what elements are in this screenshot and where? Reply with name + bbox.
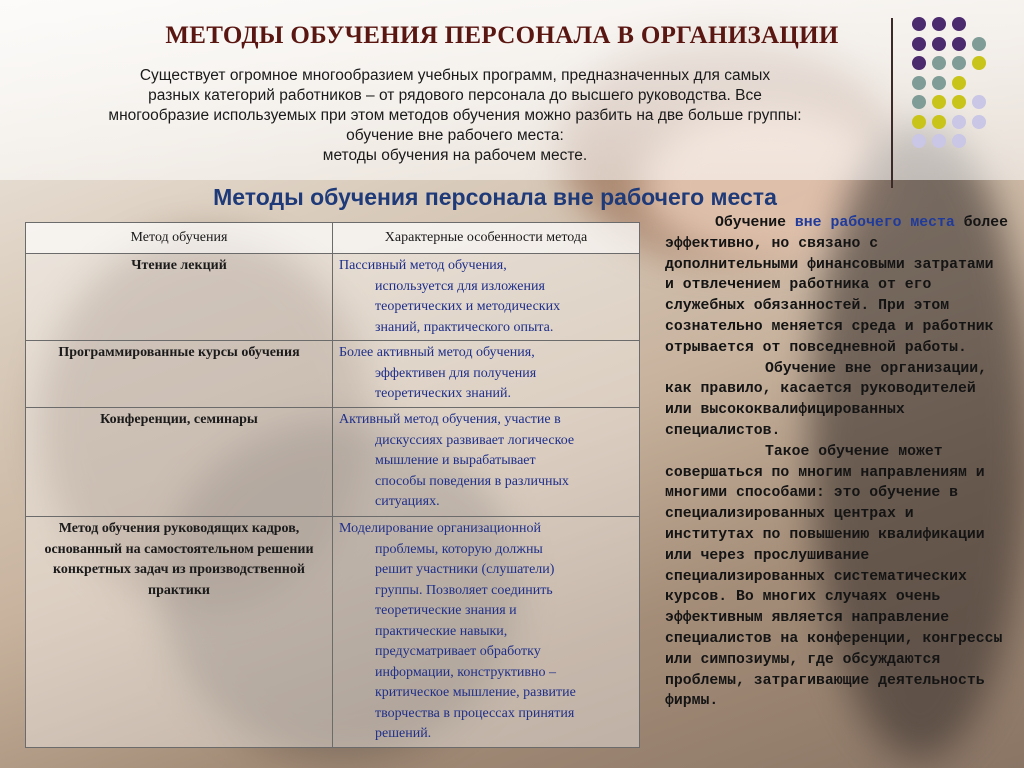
table-row	[26, 341, 640, 408]
features-line: практические навыки,	[375, 623, 508, 639]
side-paragraph	[665, 213, 1010, 359]
features-line: решений.	[375, 726, 432, 741]
features-line: теоретических и методических	[375, 299, 561, 314]
side-text: Такое обучение может совершаться по многим направлениям и многими способами: это обучение в специализированных центрах и институтах по повышению квалификации или через прослушивание специализированных систематических курсов. Во многих случаях очень эффективным является направление специалистов на конференции, конгрессы или симпозиумы, где обсуждаются проблемы, затрагивающие деятельность фирмы.	[665, 443, 1003, 710]
table-row	[26, 254, 640, 341]
features-line: решит участники (слушатели)	[375, 562, 555, 577]
decorative-dot	[952, 115, 966, 129]
features-cell	[333, 517, 640, 748]
features-line: теоретических знаний.	[375, 386, 511, 401]
method-cell: Программированные курсы обучения	[26, 341, 333, 408]
features-line: Активный метод обучения, участие в	[339, 412, 561, 427]
features-line: мышление и вырабатывает	[375, 453, 536, 468]
features-line: Моделирование организационной	[339, 521, 541, 536]
intro-line: Существует огромное многообразием учебных программ, предназначенных для самых	[139, 67, 771, 84]
decorative-dot	[912, 95, 926, 109]
features-line: эффективен для получения	[375, 365, 537, 381]
features-line: информации, конструктивно –	[375, 664, 557, 680]
side-paragraph	[665, 359, 1010, 442]
features-line: знаний, практического опыта.	[375, 319, 554, 335]
features-cell	[333, 408, 640, 517]
decorative-dot	[952, 56, 966, 70]
method-cell: Метод обучения руководящих кадров, основанный на самостоятельном решении конкретных задач из производственной практики	[26, 517, 333, 748]
features-cell	[333, 254, 640, 341]
features-line: критическое мышление, развитие	[375, 685, 576, 700]
features-line: предусматривает обработку	[375, 644, 541, 659]
table-row	[26, 517, 640, 748]
decorative-dot	[952, 76, 966, 90]
decorative-dot	[972, 56, 986, 70]
features-line: ситуациях.	[375, 494, 440, 509]
side-text: Обучение	[715, 215, 795, 231]
decorative-dot	[972, 95, 986, 109]
methods-table	[25, 222, 640, 748]
decorative-dot	[912, 76, 926, 90]
decorative-dot	[932, 76, 946, 90]
features-line: теоретические знания и	[375, 603, 517, 618]
column-header-method: Метод обучения	[26, 223, 333, 254]
decorative-dot	[932, 115, 946, 129]
decorative-dot	[912, 56, 926, 70]
features-line: способы поведения в различных	[375, 473, 569, 489]
side-paragraph	[665, 442, 1010, 712]
features-cell	[333, 341, 640, 408]
decorative-dot	[932, 95, 946, 109]
decorative-dot	[932, 134, 946, 148]
section-subtitle: Методы обучения персонала вне рабочего места	[213, 184, 777, 210]
side-text: Обучение вне организации, как правило, касается руководителей или высококвалифицированных специалистов.	[665, 360, 987, 439]
table-header-row	[26, 223, 640, 254]
side-text-panel	[665, 213, 1010, 712]
method-cell: Конференции, семинары	[26, 408, 333, 517]
intro-paragraph	[20, 66, 890, 166]
decorative-dot	[912, 134, 926, 148]
page-title: МЕТОДЫ ОБУЧЕНИЯ ПЕРСОНАЛА В ОРГАНИЗАЦИИ	[165, 22, 839, 49]
features-line: творчества в процессах принятия	[375, 705, 575, 721]
features-line: группы. Позволяет соединить	[375, 582, 553, 598]
features-line: Более активный метод обучения,	[339, 345, 535, 360]
features-line: проблемы, которую должны	[375, 541, 543, 557]
side-highlight: вне рабочего места	[794, 215, 955, 231]
decorative-dot	[932, 56, 946, 70]
features-line: дискуссиях развивает логическое	[375, 432, 575, 448]
features-line: используется для изложения	[375, 278, 545, 294]
decorative-dot	[952, 95, 966, 109]
features-line: Пассивный метод обучения,	[339, 258, 507, 273]
column-header-features: Характерные особенности метода	[333, 223, 640, 254]
method-cell: Чтение лекций	[26, 254, 333, 341]
decorative-dot	[912, 115, 926, 129]
decorative-dot	[972, 115, 986, 129]
table-row	[26, 408, 640, 517]
intro-line: многообразие используемых при этом методов обучения можно разбить на две больше группы:	[108, 107, 802, 124]
decorative-dot	[952, 134, 966, 148]
intro-line: методы обучения на рабочем месте.	[322, 147, 588, 164]
intro-line: обучение вне рабочего места:	[346, 127, 564, 144]
intro-line: разных категорий работников – от рядового персонала до высшего руководства. Все	[148, 87, 762, 104]
side-text: более эффективно, но связано с дополнительными финансовыми затратами и отвлечением работника от его служебных обязанностей. При этом сознательно меняется среда и работник отрывается от повседневной работы.	[665, 215, 1009, 356]
